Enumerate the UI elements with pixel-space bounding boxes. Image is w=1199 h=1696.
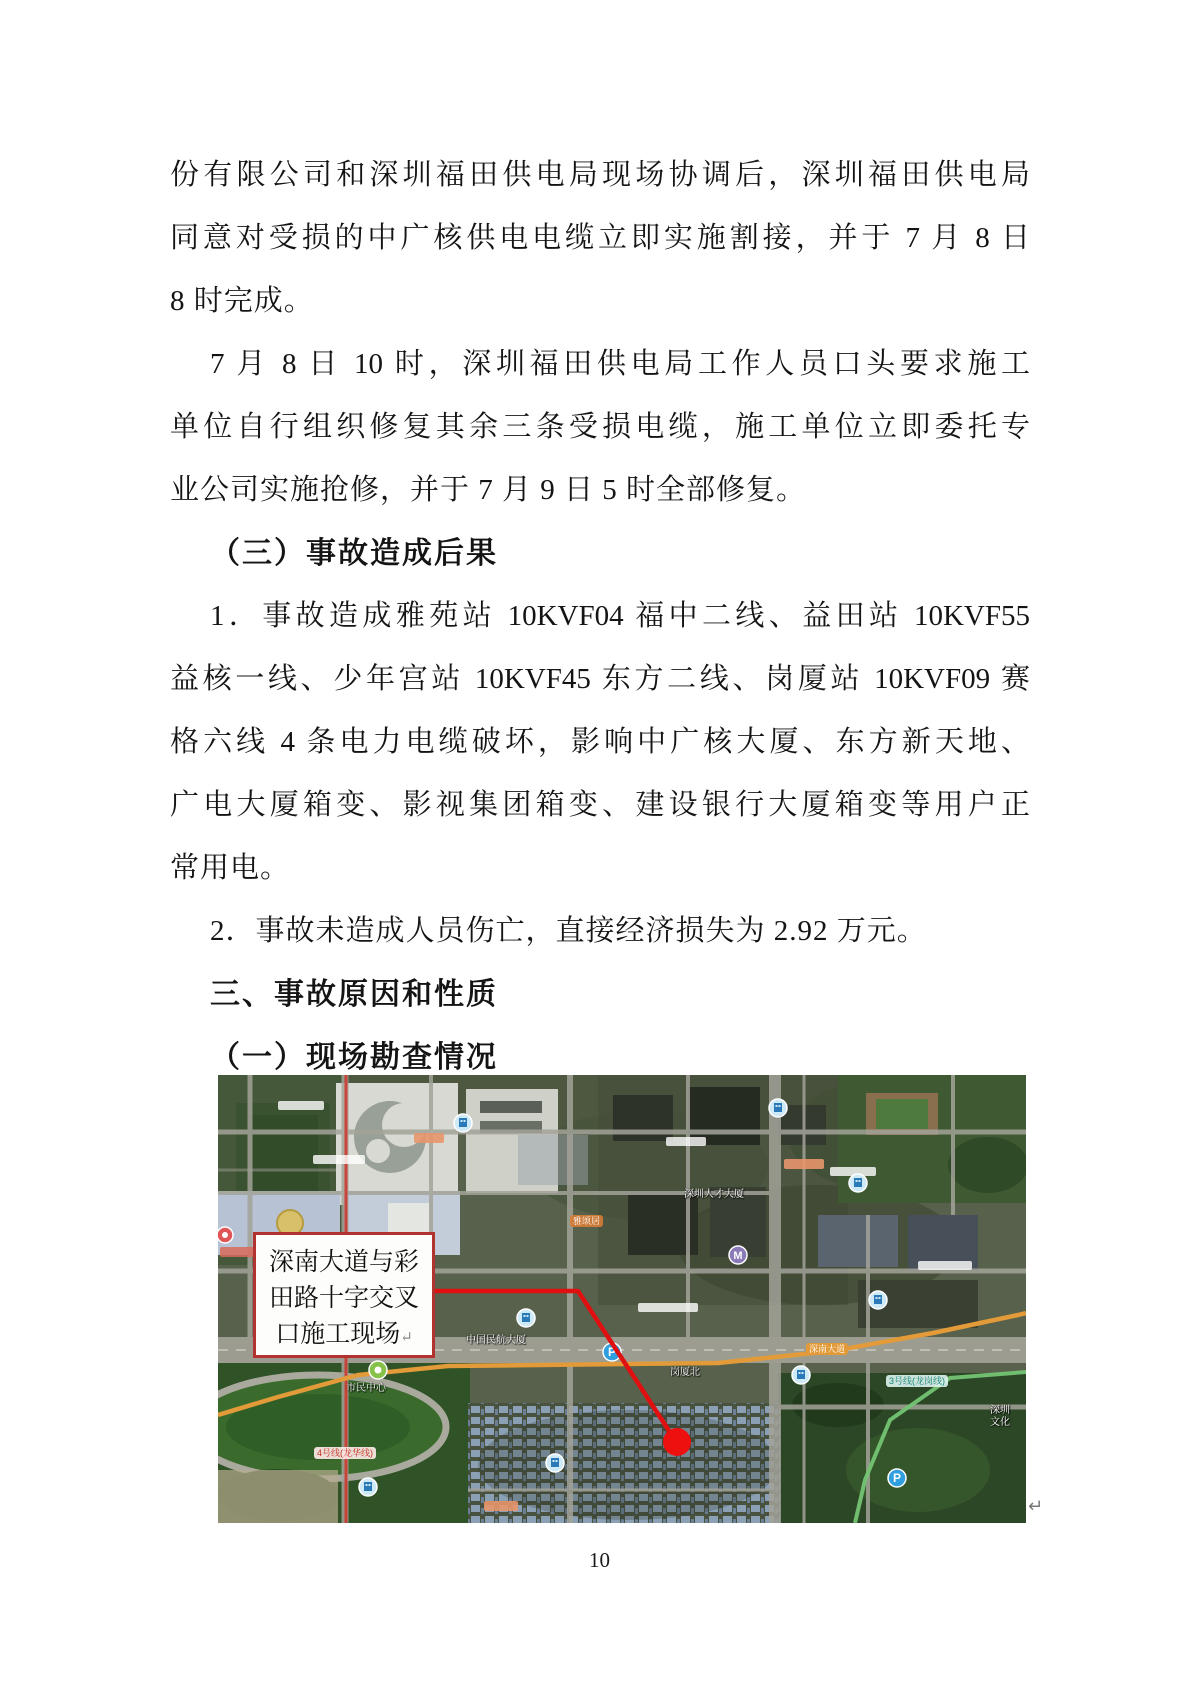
body-line: 业公司实施抢修，并于 7 月 9 日 5 时全部修复。 (170, 474, 807, 506)
yasong-residence-label: 雅颂居 (570, 1215, 603, 1227)
body-line: 单位自行组织修复其余三条受损电缆，施工单位立即委托专 (170, 411, 1030, 443)
incident-location-dot (663, 1428, 691, 1456)
body-line: 格六线 4 条电力电缆破坏，影响中广核大厦、东方新天地、 (170, 726, 1030, 758)
body-line: 7 月 8 日 10 时，深圳福田供电局工作人员口头要求施工 (210, 348, 1030, 380)
body-text (170, 144, 1030, 1089)
civic-center-icon (369, 1361, 387, 1379)
body-line: 同意对受损的中广核供电电缆立即实施割接，并于 7 月 8 日 (170, 222, 1030, 254)
callout-line: 深南大道与彩 (268, 1249, 419, 1276)
body-line: 1．事故造成雅苑站 10KVF04 福中二线、益田站 10KVF55 (210, 600, 1030, 632)
body-line: 份有限公司和深圳福田供电局现场协调后，深圳福田供电局 (170, 159, 1030, 191)
building-poi-icon (792, 1366, 810, 1384)
page-number: 10 (589, 1548, 610, 1572)
metro-line4-badge: 4号线(龙华线) (314, 1447, 376, 1459)
callout-line: 田路十字交叉 (268, 1285, 419, 1312)
building-poi-icon (769, 1099, 787, 1117)
metro-line3-badge: 3号线(龙岗线) (886, 1375, 948, 1387)
building-poi-icon (454, 1114, 472, 1132)
paragraph-mark: ↵ (1028, 1496, 1044, 1517)
building-poi-icon (359, 1478, 377, 1496)
talent-building-label: 深圳人才大厦 (684, 1189, 744, 1200)
caac-building-label: 中国民航大厦 (466, 1335, 526, 1346)
heading-line: （三）事故造成后果 (210, 537, 498, 570)
heading-line: （一）现场勘查情况 (210, 1041, 498, 1074)
building-poi-icon (849, 1174, 867, 1192)
callout-line: 口施工现场↵ (275, 1321, 413, 1348)
return-mark: ↵ (400, 1330, 413, 1346)
culture-label-line1: 深圳 (990, 1405, 1010, 1416)
site-map-image (218, 1075, 1026, 1523)
body-line: 常用电。 (170, 852, 291, 884)
parking-icon (888, 1469, 906, 1487)
shennan-road-badge: 深南大道 (806, 1343, 848, 1355)
building-poi-icon (517, 1309, 535, 1327)
body-line: 益核一线、少年宫站 10KVF45 东方二线、岗厦站 10KVF09 赛 (170, 663, 1030, 695)
body-line: 广电大厦箱变、影视集团箱变、建设银行大厦箱变等用户正 (170, 789, 1030, 821)
culture-label-line2: 文化 (990, 1417, 1010, 1428)
building-poi-icon (869, 1291, 887, 1309)
building-poi-icon (546, 1454, 564, 1472)
map-callout (253, 1232, 435, 1358)
gangxia-north-label: 岗厦北 (670, 1367, 700, 1378)
body-line: 8 时完成。 (170, 285, 314, 317)
metro-station-icon (729, 1246, 747, 1264)
heading-line: 三、事故原因和性质 (210, 978, 498, 1011)
civic-center-label: 市民中心 (346, 1383, 386, 1394)
body-line: 2．事故未造成人员伤亡，直接经济损失为 2.92 万元。 (210, 915, 927, 947)
